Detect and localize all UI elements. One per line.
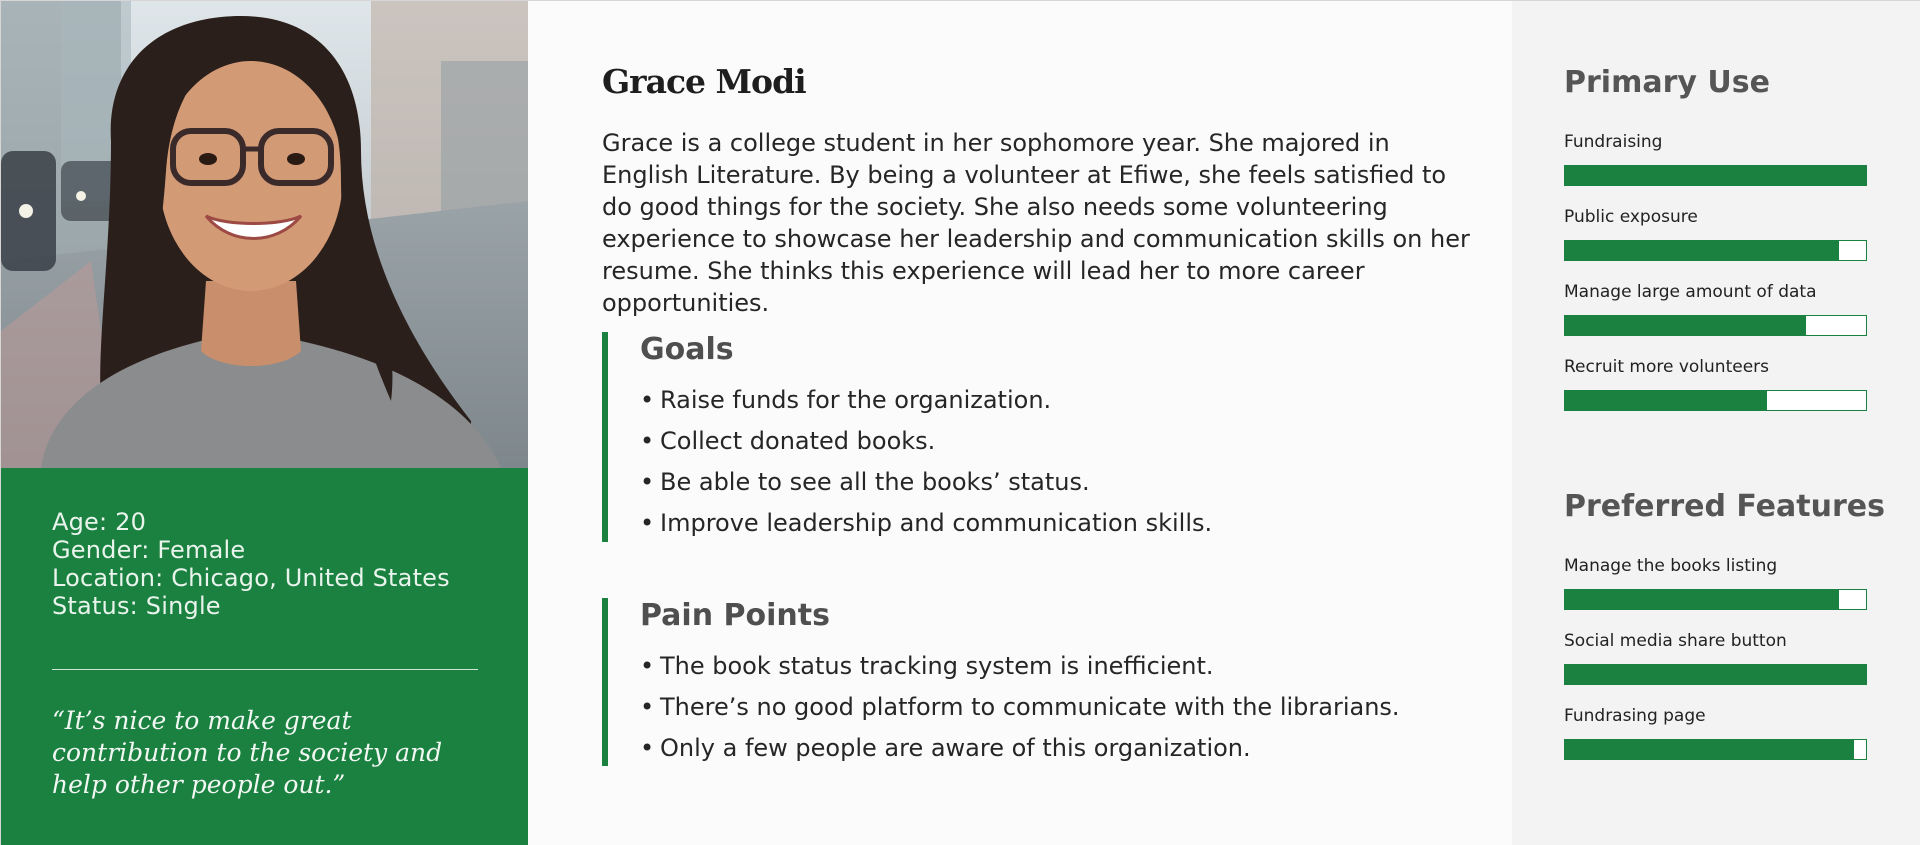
metric-label: Social media share button — [1564, 631, 1787, 651]
level-bar — [1564, 390, 1867, 411]
level-bar-fill — [1565, 241, 1839, 260]
demographics — [52, 508, 450, 620]
goals-section — [602, 332, 1212, 542]
pain-point-text: There’s no good platform to communicate with the librarians. — [660, 693, 1400, 721]
list-item — [640, 687, 1400, 728]
bullet-icon: • — [640, 386, 655, 414]
bullet-icon: • — [640, 427, 655, 455]
list-item — [640, 421, 1212, 462]
pain-points-title: Pain Points — [640, 598, 830, 633]
divider — [52, 669, 478, 670]
location-text: Location: Chicago, United States — [52, 564, 450, 592]
persona-main-column — [528, 1, 1512, 845]
level-bar — [1564, 739, 1867, 760]
goal-text: Raise funds for the organization. — [660, 386, 1052, 414]
level-bar — [1564, 240, 1867, 261]
persona-photo — [1, 1, 528, 468]
metric-label: Manage the books listing — [1564, 556, 1778, 576]
level-bar — [1564, 315, 1867, 336]
persona-name: Grace Modi — [602, 62, 806, 101]
portrait-illustration — [1, 1, 528, 468]
metric-label: Manage large amount of data — [1564, 282, 1817, 302]
level-bar-fill — [1565, 590, 1839, 609]
level-bar-fill — [1565, 740, 1854, 759]
metric-label: Fundrasing page — [1564, 706, 1706, 726]
age-text: Age: 20 — [52, 508, 147, 536]
metric-manage-data — [1564, 282, 1867, 336]
pain-points-list — [640, 646, 1400, 769]
list-item — [640, 380, 1212, 421]
level-bar-fill — [1565, 166, 1866, 185]
metric-fundraising-page — [1564, 706, 1867, 760]
metric-label: Public exposure — [1564, 207, 1698, 227]
bullet-icon: • — [640, 509, 655, 537]
pain-point-text: Only a few people are aware of this organization. — [660, 734, 1251, 762]
metric-public-exposure — [1564, 207, 1867, 261]
level-bar-fill — [1565, 665, 1866, 684]
metric-label: Recruit more volunteers — [1564, 357, 1770, 377]
pain-points-section — [602, 598, 1400, 766]
level-bar-fill — [1565, 316, 1806, 335]
bullet-icon: • — [640, 693, 655, 721]
persona-info-panel — [1, 468, 528, 845]
level-bar — [1564, 664, 1867, 685]
bullet-icon: • — [640, 468, 655, 496]
gender-text: Gender: Female — [52, 536, 246, 564]
bullet-icon: • — [640, 652, 655, 680]
level-bar — [1564, 589, 1867, 610]
primary-use-title: Primary Use — [1564, 65, 1770, 100]
pain-point-text: The book status tracking system is inefficient. — [660, 652, 1214, 680]
metric-recruit-volunteers — [1564, 357, 1867, 411]
list-item — [640, 728, 1400, 769]
persona-metrics-column — [1512, 1, 1920, 845]
bullet-icon: • — [640, 734, 655, 762]
goal-text: Be able to see all the books’ status. — [660, 468, 1090, 496]
persona-left-column — [1, 1, 528, 845]
metric-label: Fundraising — [1564, 132, 1663, 152]
persona-quote: “It’s nice to make great contribution to the society and help other people out.” — [52, 706, 443, 799]
goals-list — [640, 380, 1212, 544]
preferred-features-title: Preferred Features — [1564, 489, 1885, 524]
metric-fundraising — [1564, 132, 1867, 186]
list-item — [640, 503, 1212, 544]
level-bar-fill — [1565, 391, 1767, 410]
metric-books-listing — [1564, 556, 1867, 610]
goal-text: Collect donated books. — [660, 427, 936, 455]
persona-bio: Grace is a college student in her sophomore year. She majored in English Literature. By being a volunteer at Efiwe, she feels satisfied to do good things for the society. She also needs some volunteering experience to showcase her leadership and communication skills on her resume. She thinks this experience will lead her to more career opportunities. — [602, 129, 1470, 317]
metric-share-button — [1564, 631, 1867, 685]
list-item — [640, 462, 1212, 503]
status-text: Status: Single — [52, 592, 221, 620]
level-bar — [1564, 165, 1867, 186]
goal-text: Improve leadership and communication skills. — [660, 509, 1213, 537]
list-item — [640, 646, 1400, 687]
goals-title: Goals — [640, 332, 734, 367]
